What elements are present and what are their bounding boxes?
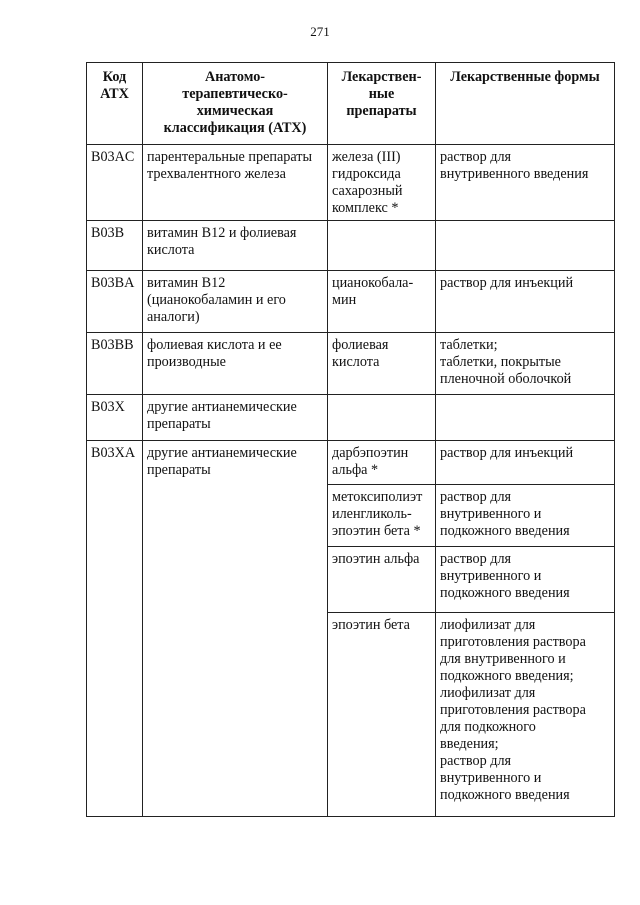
drug-name: цианокобала- мин [328,271,436,333]
dosage-forms: раствор для инъекций [436,271,615,333]
dosage-forms [436,221,615,271]
atx-code: B03BB [87,333,143,395]
table-row [87,333,615,395]
atx-code: B03B [87,221,143,271]
table-row [87,395,615,441]
drug-name: эпоэтин бета [328,613,436,817]
atx-classification: витамин B12 (цианокобаламин и его аналоги) [143,271,328,333]
atx-code: B03AC [87,145,143,221]
page-number: 271 [310,24,330,39]
dosage-forms: раствор для внутривенного введения [436,145,615,221]
drug-name: железа (III) гидроксида сахарозный комплекс * [328,145,436,221]
atx-code: B03X [87,395,143,441]
atx-code: B03XA [87,441,143,817]
atx-table [86,62,615,817]
dosage-forms: таблетки; таблетки, покрытые пленочной оболочкой [436,333,615,395]
drug-name: эпоэтин альфа [328,547,436,613]
header-code: Код АТХ [87,63,143,145]
dosage-forms: раствор для внутривенного и подкожного введения [436,547,615,613]
header-classification: Анатомо- терапевтическо- химическая классификация (АТХ) [143,63,328,145]
table-row [87,145,615,221]
drug-name [328,221,436,271]
atx-code: B03BA [87,271,143,333]
drug-name: фолиевая кислота [328,333,436,395]
atx-classification: витамин B12 и фолиевая кислота [143,221,328,271]
atx-classification: другие антианемические препараты [143,395,328,441]
table-row [87,271,615,333]
atx-classification: другие антианемические препараты [143,441,328,817]
header-drugs: Лекарствен- ные препараты [328,63,436,145]
table-row [87,221,615,271]
drug-name: метоксиполиэт иленгликоль- эпоэтин бета * [328,485,436,547]
dosage-forms: раствор для инъекций [436,441,615,485]
atx-classification: фолиевая кислота и ее производные [143,333,328,395]
dosage-forms: лиофилизат для приготовления раствора для внутривенного и подкожного введения; лиофилизат для приготовления раствора для подкожного введения; раствор для внутривенного и подкожного введения [436,613,615,817]
header-forms: Лекарственные формы [436,63,615,145]
table-header-row [87,63,615,145]
dosage-forms: раствор для внутривенного и подкожного введения [436,485,615,547]
table-row [87,441,615,485]
drug-name: дарбэпоэтин альфа * [328,441,436,485]
atx-classification: парентеральные препараты трехвалентного железа [143,145,328,221]
dosage-forms [436,395,615,441]
drug-name [328,395,436,441]
